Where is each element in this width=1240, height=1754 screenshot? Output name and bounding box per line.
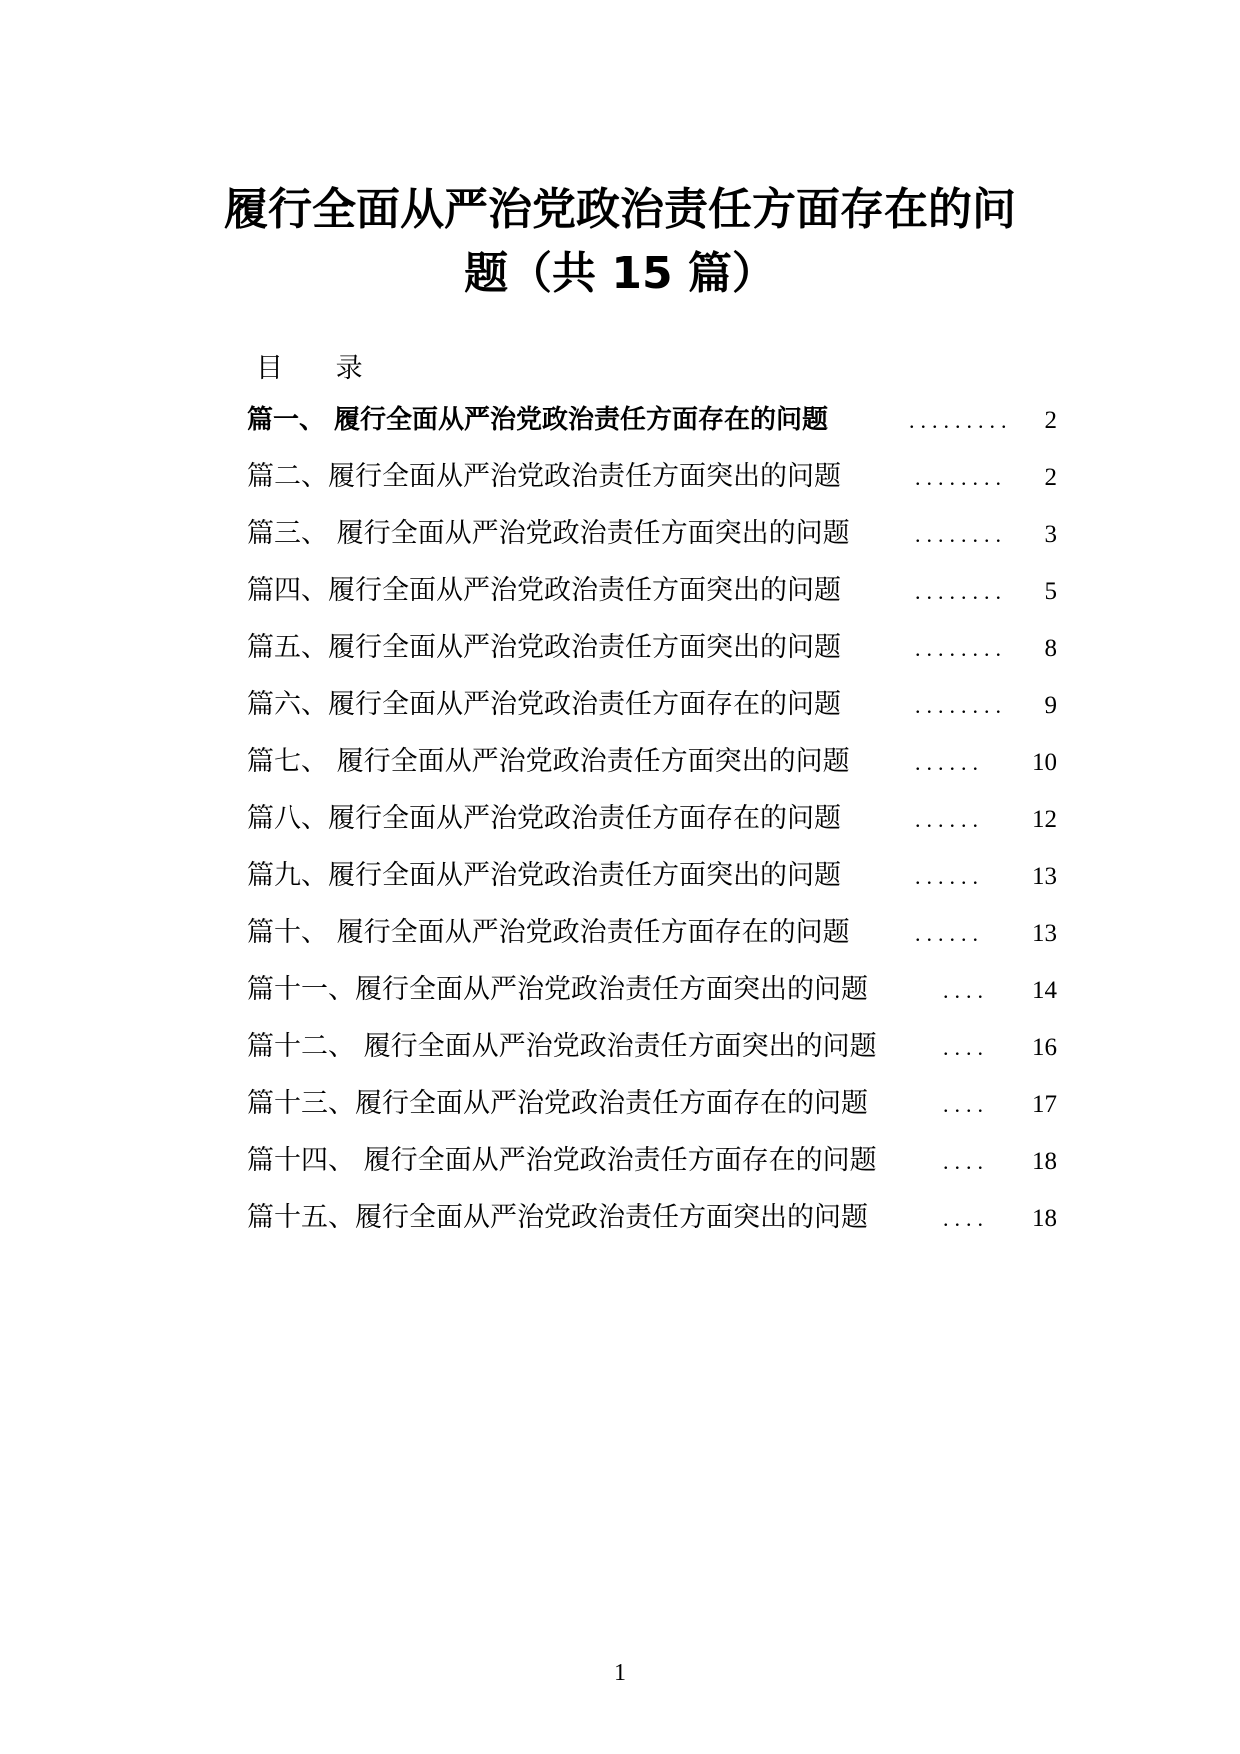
toc-entry-12[interactable] [247,1027,1057,1067]
toc-dot-leader: ...... [915,864,984,889]
toc-entry-label: 篇五、履行全面从严治党政治责任方面突出的问题 [247,632,841,663]
toc-entry-label: 篇十三、履行全面从严治党政治责任方面存在的问题 [247,1088,868,1119]
document-title-line2: 题（共 15 篇） [464,248,776,299]
toc-entry-page: 2 [1044,407,1057,434]
toc-entry-page: 13 [1032,863,1057,890]
toc-entry-9[interactable] [247,856,1057,896]
toc-entry-label: 篇一、 履行全面从严治党政治责任方面存在的问题 [247,405,829,435]
toc-entry-page: 12 [1032,806,1057,833]
page-number: 1 [614,1660,626,1686]
toc-dot-leader: ........ [915,693,1007,718]
toc-dot-leader: ........ [915,636,1007,661]
toc-dot-leader: .... [943,978,989,1003]
toc-entry-page: 13 [1032,920,1057,947]
document-title [150,178,1090,306]
toc-entry-page: 14 [1032,977,1057,1004]
toc-entry-13[interactable] [247,1084,1057,1124]
toc-dot-leader: ........ [915,465,1007,490]
toc-entry-5[interactable] [247,628,1057,668]
toc-entry-11[interactable] [247,970,1057,1010]
toc-entry-label: 篇十、 履行全面从严治党政治责任方面存在的问题 [247,917,850,948]
toc-entry-page: 5 [1044,578,1057,605]
toc-entry-label: 篇三、 履行全面从严治党政治责任方面突出的问题 [247,518,850,549]
toc-entry-page: 2 [1044,464,1057,491]
toc-dot-leader: .... [943,1035,989,1060]
toc-dot-leader: .... [943,1092,989,1117]
toc-entry-6[interactable] [247,685,1057,725]
toc-entry-page: 10 [1032,749,1057,776]
toc-entry-label: 篇八、履行全面从严治党政治责任方面存在的问题 [247,803,841,834]
toc-dot-leader: ...... [915,750,984,775]
toc-dot-leader: .... [943,1206,989,1231]
toc-entry-label: 篇二、履行全面从严治党政治责任方面突出的问题 [247,461,841,492]
toc-entry-8[interactable] [247,799,1057,839]
toc-entry-label: 篇四、履行全面从严治党政治责任方面突出的问题 [247,575,841,606]
toc-entry-label: 篇七、 履行全面从严治党政治责任方面突出的问题 [247,746,850,777]
toc-dot-leader: ......... [909,408,1013,433]
toc-entry-page: 18 [1032,1148,1057,1175]
toc-entry-page: 17 [1032,1091,1057,1118]
toc-entry-label: 篇十四、 履行全面从严治党政治责任方面存在的问题 [247,1145,877,1176]
toc-entry-label: 篇九、履行全面从严治党政治责任方面突出的问题 [247,860,841,891]
toc-heading: 目 录 [256,353,385,384]
toc-dot-leader: ........ [915,522,1007,547]
toc-dot-leader: ........ [915,579,1007,604]
toc-entry-page: 8 [1044,635,1057,662]
toc-entry-page: 18 [1032,1205,1057,1232]
toc-dot-leader: ...... [915,807,984,832]
toc-entry-label: 篇十一、履行全面从严治党政治责任方面突出的问题 [247,974,868,1005]
toc-entry-3[interactable] [247,514,1057,554]
toc-entry-4[interactable] [247,571,1057,611]
toc-entry-label: 篇十五、履行全面从严治党政治责任方面突出的问题 [247,1202,868,1233]
toc-entry-page: 9 [1044,692,1057,719]
toc-entry-page: 16 [1032,1034,1057,1061]
toc-dot-leader: ...... [915,921,984,946]
toc-entry-1[interactable] [247,400,1057,440]
toc-dot-leader: .... [943,1149,989,1174]
toc-entry-15[interactable] [247,1198,1057,1238]
toc-entry-label: 篇六、履行全面从严治党政治责任方面存在的问题 [247,689,841,720]
toc-entry-label: 篇十二、 履行全面从严治党政治责任方面突出的问题 [247,1031,877,1062]
toc-entry-2[interactable] [247,457,1057,497]
toc-entry-7[interactable] [247,742,1057,782]
toc-entry-14[interactable] [247,1141,1057,1181]
toc-entry-10[interactable] [247,913,1057,953]
document-title-line1: 履行全面从严治党政治责任方面存在的问 [224,184,1016,235]
toc-entry-page: 3 [1044,521,1057,548]
